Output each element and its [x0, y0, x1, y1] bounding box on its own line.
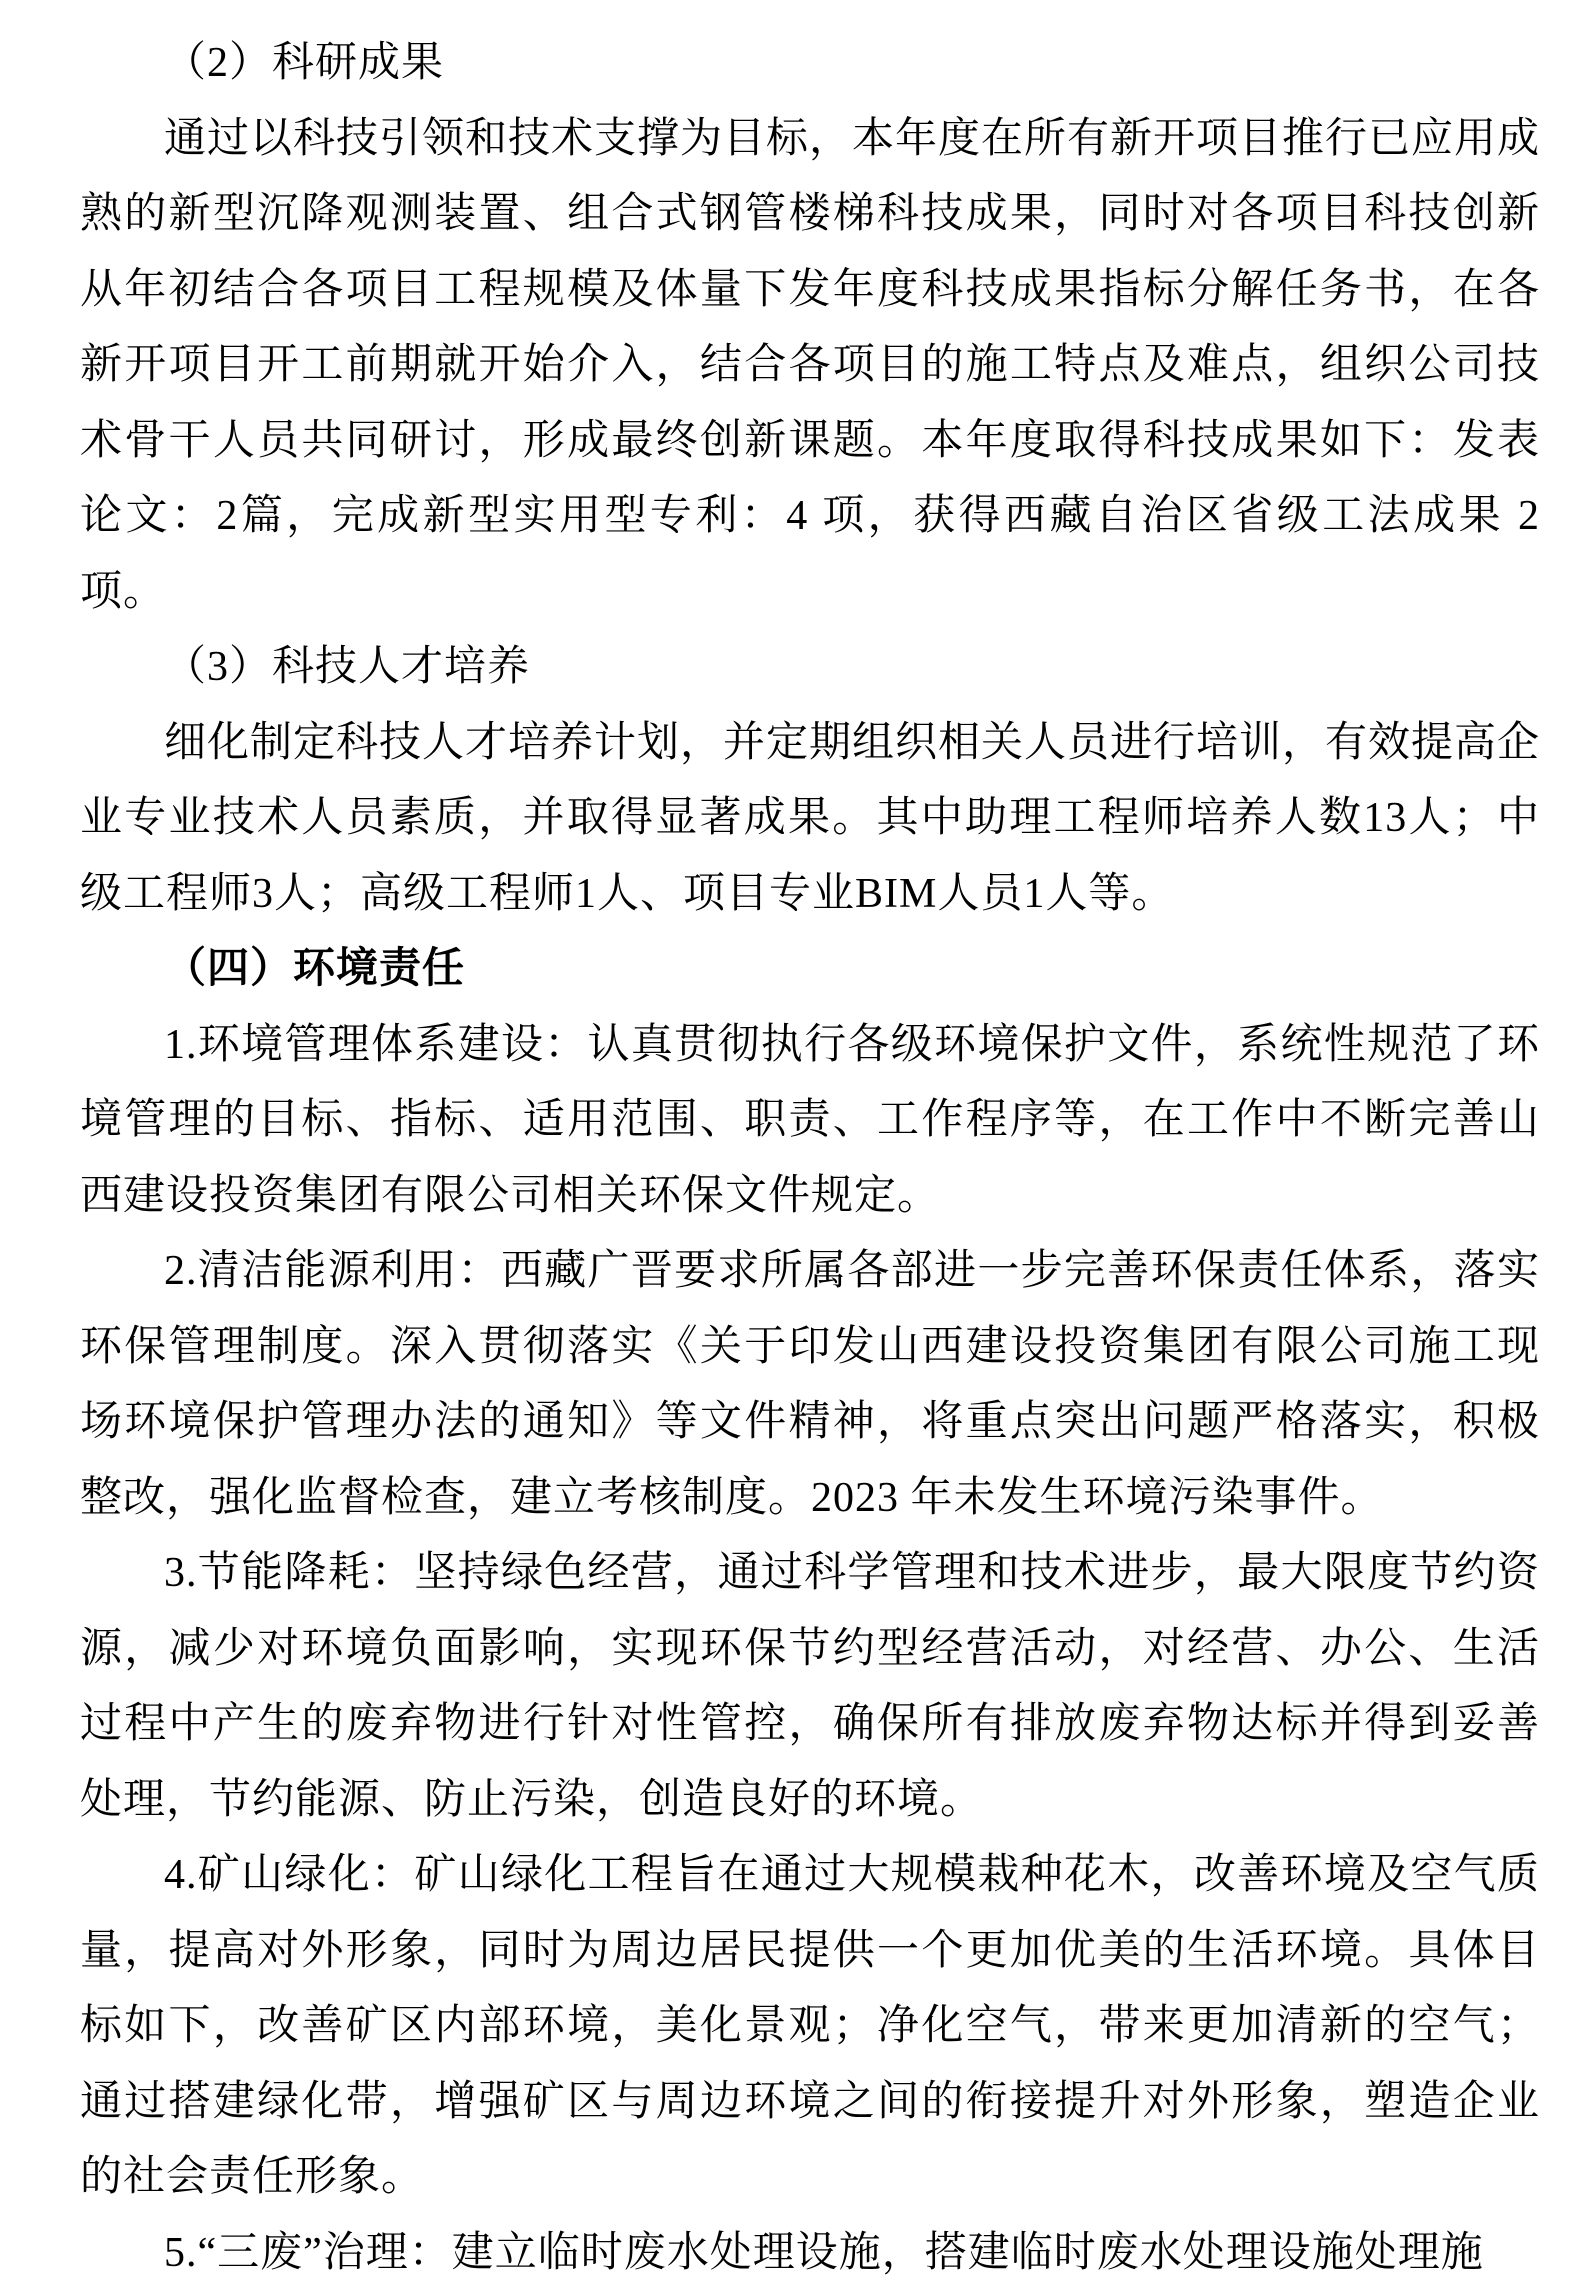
heading-environmental-responsibility: （四）环境责任	[80, 932, 1540, 1008]
heading-scientific-research-achievements: （2）科研成果	[80, 26, 1540, 102]
paragraph-mine-greening: 4.矿山绿化：矿山绿化工程旨在通过大规模栽种花木，改善环境及空气质量，提高对外形象，同时为周边居民提供一个更加优美的生活环境。具体目标如下，改善矿区内部环境，美化景观；净化空气，带来更加清新的空气；通过搭建绿化带，增强矿区与周边环境之间的衔接提升对外形象，塑造企业的社会责任形象。	[80, 1838, 1540, 2216]
document-body	[80, 26, 1540, 2291]
paragraph-clean-energy-use: 2.清洁能源利用：西藏广晋要求所属各部进一步完善环保责任体系，落实环保管理制度。深入贯彻落实《关于印发山西建设投资集团有限公司施工现场环境保护管理办法的通知》等文件精神，将重点突出问题严格落实，积极整改，强化监督检查，建立考核制度。2023 年未发生环境污染事件。	[80, 1234, 1540, 1536]
paragraph-research-achievements-detail: 通过以科技引领和技术支撑为目标，本年度在所有新开项目推行已应用成熟的新型沉降观测装置、组合式钢管楼梯科技成果，同时对各项目科技创新从年初结合各项目工程规模及体量下发年度科技成果指标分解任务书，在各新开项目开工前期就开始介入，结合各项目的施工特点及难点，组织公司技术骨干人员共同研讨，形成最终创新课题。本年度取得科技成果如下：发表论文：2篇，完成新型实用型专利：4 项，获得西藏自治区省级工法成果 2 项。	[80, 102, 1540, 631]
paragraph-talent-training-detail: 细化制定科技人才培养计划，并定期组织相关人员进行培训，有效提高企业专业技术人员素质，并取得显著成果。其中助理工程师培养人数13人；中级工程师3人；高级工程师1人、项目专业BIM人员1人等。	[80, 706, 1540, 933]
paragraph-energy-saving: 3.节能降耗：坚持绿色经营，通过科学管理和技术进步，最大限度节约资源，减少对环境负面影响，实现环保节约型经营活动，对经营、办公、生活过程中产生的废弃物进行针对性管控，确保所有排放废弃物达标并得到妥善处理，节约能源、防止污染，创造良好的环境。	[80, 1536, 1540, 1838]
heading-tech-talent-training: （3）科技人才培养	[80, 630, 1540, 706]
paragraph-env-management-system: 1.环境管理体系建设：认真贯彻执行各级环境保护文件，系统性规范了环境管理的目标、指标、适用范围、职责、工作程序等，在工作中不断完善山西建设投资集团有限公司相关环保文件规定。	[80, 1008, 1540, 1235]
paragraph-three-wastes-treatment: 5.“三废”治理：建立临时废水处理设施，搭建临时废水处理设施处理施	[80, 2216, 1540, 2291]
